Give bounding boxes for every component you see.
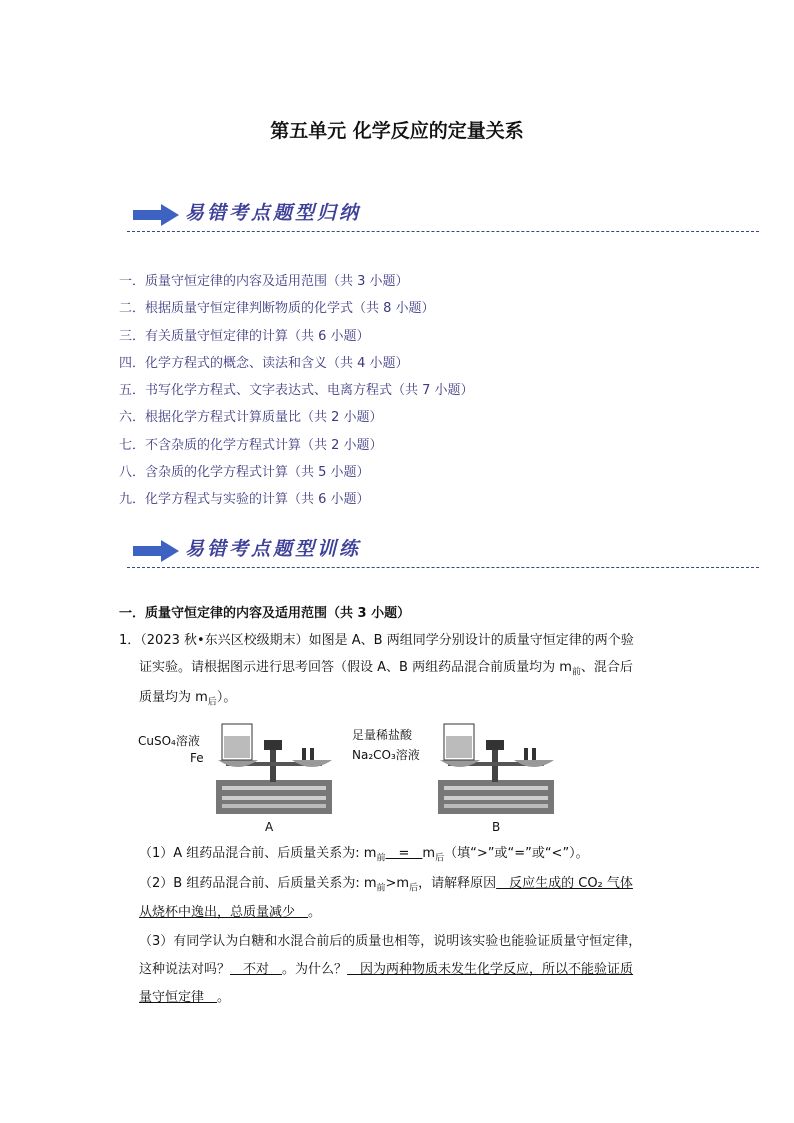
topic-item[interactable]: 四．化学方程式的概念、读法和含义（共 4 小题） — [119, 355, 409, 371]
topic-item[interactable]: 八．含杂质的化学方程式计算（共 5 小题） — [119, 465, 370, 481]
answer-line-2b: 从烧杯中逸出，总质量减少 。 — [139, 905, 322, 920]
topic-item[interactable]: 二．根据质量守恒定律判断物质的化学式（共 8 小题） — [119, 301, 435, 317]
figure-a — [138, 718, 338, 838]
reagent-label: 足量稀盐酸 — [352, 728, 413, 742]
answer-blank[interactable]: 量守恒定律 — [139, 990, 218, 1005]
topic-item[interactable]: 一．质量守恒定律的内容及适用范围（共 3 小题） — [119, 274, 409, 289]
reagent-label: CuSO₄溶液 — [138, 734, 200, 748]
figure-label: A — [265, 820, 274, 834]
divider — [127, 567, 759, 568]
answer-line-3b: 量守恒定律 。 — [139, 990, 231, 1005]
topic-item[interactable]: 六．根据化学方程式计算质量比（共 2 小题） — [119, 410, 383, 426]
balance-diagram — [208, 718, 340, 818]
section-banner-summary — [127, 196, 759, 236]
figure-label: B — [492, 820, 501, 834]
arrow-icon — [133, 540, 179, 562]
reagent-label: Fe — [190, 751, 204, 765]
topic-item[interactable]: 九．化学方程式与实验的计算（共 6 小题） — [119, 492, 370, 508]
question-text: 1．（2023 秋•东兴区校级期末）如图是 A、B 两组同学分别设计的质量守恒定律的两个验 — [119, 633, 634, 648]
question-text: 证实验。请根据图示进行思考回答（假设 A、B 两组药品混合前质量均为 $m_前$、混合后 — [139, 660, 633, 678]
answer-blank[interactable]: 因为两种物质未发生化学反应，所以不能验证质 — [347, 962, 634, 977]
answer-line-1: （1）A 组药品混合前、后质量关系为: $m_前$ = $m_后$（填“>”或“=”或“<”）。 — [139, 846, 589, 864]
arrow-icon — [133, 204, 179, 226]
figure-b — [352, 718, 562, 838]
answer-blank[interactable]: 不对 — [230, 962, 283, 977]
divider — [127, 231, 759, 232]
answer-blank[interactable]: 从烧杯中逸出，总质量减少 — [139, 905, 309, 920]
topic-item[interactable]: 七．不含杂质的化学方程式计算（共 2 小题） — [119, 437, 383, 453]
balance-diagram — [430, 718, 562, 818]
topic-item[interactable]: 五．书写化学方程式、文字表达式、电离方程式（共 7 小题） — [119, 383, 474, 399]
answer-line-2: （2）B 组药品混合前、后质量关系为: $m_前>m_后$，请解释原因 反应生成的 CO₂ 气体 — [139, 876, 633, 894]
section-heading: 一．质量守恒定律的内容及适用范围（共 3 小题） — [119, 606, 411, 621]
answer-blank[interactable]: = — [385, 846, 423, 861]
reagent-label: Na₂CO₃溶液 — [352, 748, 420, 762]
banner-title: 易错考点题型归纳 — [185, 202, 362, 224]
topic-list — [119, 270, 474, 516]
answer-blank[interactable]: 反应生成的 CO₂ 气体 — [496, 876, 633, 891]
banner-title: 易错考点题型训练 — [185, 538, 362, 560]
answer-line-3: 这种说法对吗？ 不对 。为什么？ 因为两种物质未发生化学反应，所以不能验证质 — [139, 962, 634, 977]
page-title: 第五单元 化学反应的定量关系 — [270, 120, 524, 142]
section-banner-practice — [127, 532, 759, 572]
topic-item[interactable]: 三．有关质量守恒定律的计算（共 6 小题） — [119, 328, 370, 344]
question-text: （3）有同学认为白糖和水混合前后的质量也相等，说明该实验也能验证质量守恒定律， — [139, 934, 642, 949]
question-text: 质量均为 $m_后$）。 — [139, 690, 237, 708]
